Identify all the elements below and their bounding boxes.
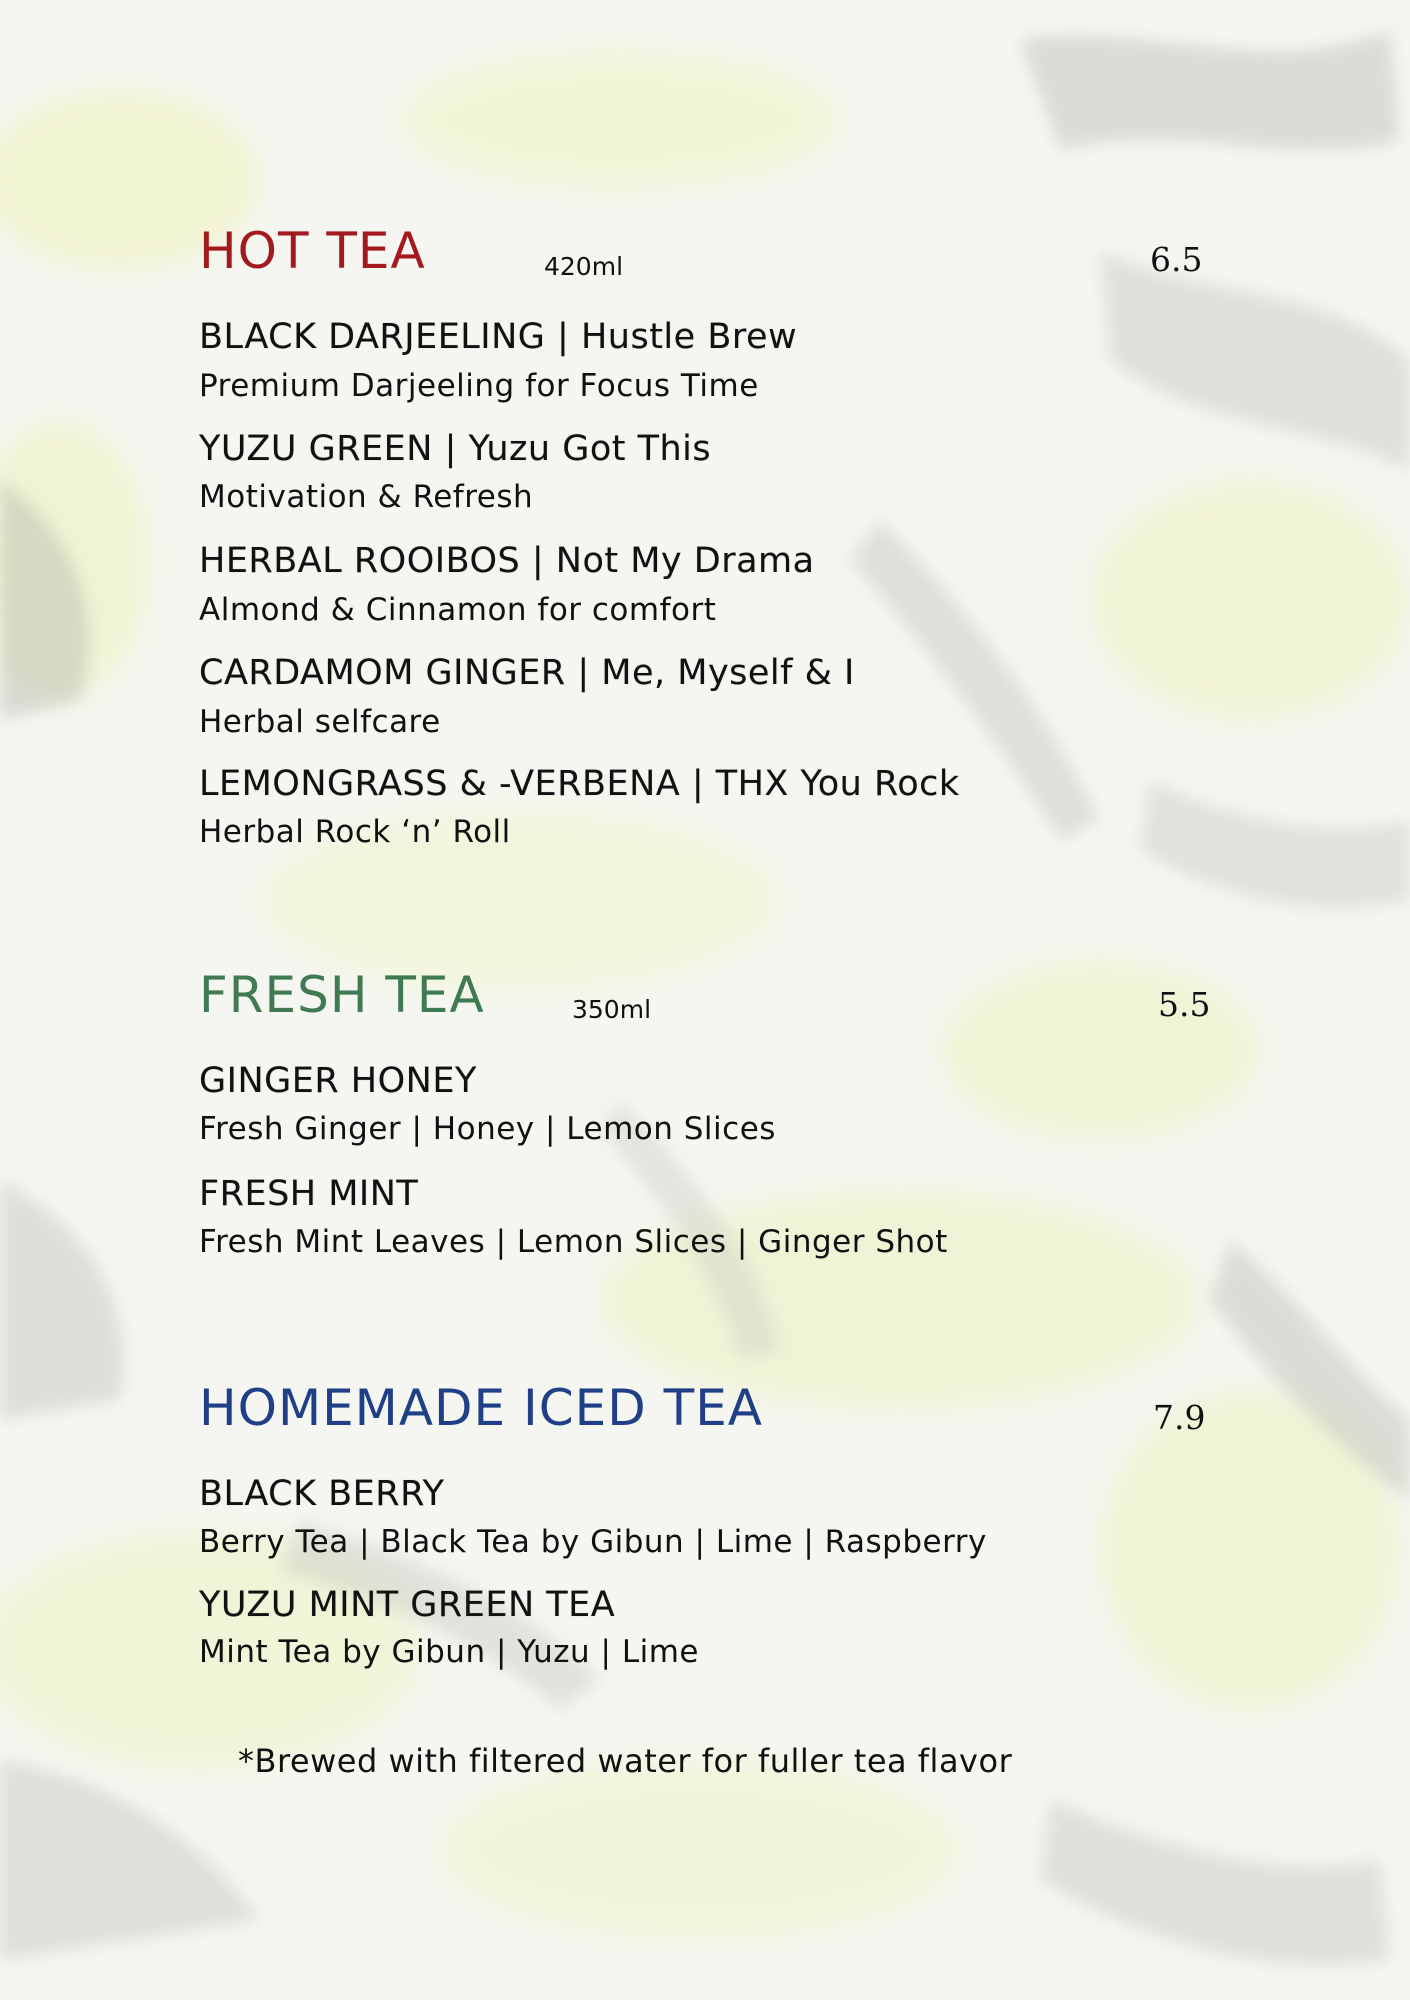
menu-item-name: GINGER HONEY	[199, 1061, 477, 1101]
section-price-fresh-tea: 5.5	[1158, 985, 1211, 1024]
menu-item-name: LEMONGRASS & -VERBENA | THX You Rock	[199, 764, 960, 804]
menu-item-name: HERBAL ROOIBOS | Not My Drama	[199, 541, 815, 581]
menu-item-desc: Fresh Mint Leaves | Lemon Slices | Ginger Shot	[199, 1224, 948, 1260]
menu-item-desc: Premium Darjeeling for Focus Time	[199, 368, 759, 404]
menu-item-name: BLACK DARJEELING | Hustle Brew	[199, 317, 798, 357]
menu-item-desc: Mint Tea by Gibun | Yuzu | Lime	[199, 1634, 699, 1670]
section-title-hot-tea: HOT TEA	[199, 222, 426, 280]
footnote: *Brewed with filtered water for fuller tea flavor	[238, 1742, 1013, 1780]
menu-item-desc: Berry Tea | Black Tea by Gibun | Lime | Raspberry	[199, 1524, 987, 1560]
section-price-iced-tea: 7.9	[1153, 1398, 1206, 1437]
section-price-hot-tea: 6.5	[1150, 240, 1203, 279]
menu-item-desc: Herbal Rock ‘n’ Roll	[199, 814, 511, 850]
section-title-iced-tea: HOMEMADE ICED TEA	[199, 1379, 763, 1437]
section-volume-fresh-tea: 350ml	[572, 995, 652, 1024]
menu-item-desc: Fresh Ginger | Honey | Lemon Slices	[199, 1111, 776, 1147]
menu-item-name: FRESH MINT	[199, 1174, 419, 1214]
menu-item-name: CARDAMOM GINGER | Me, Myself & I	[199, 653, 855, 693]
menu-item-desc: Almond & Cinnamon for comfort	[199, 592, 717, 628]
menu-item-desc: Herbal selfcare	[199, 704, 441, 740]
menu-item-name: YUZU MINT GREEN TEA	[199, 1585, 616, 1625]
menu-item-desc: Motivation & Refresh	[199, 479, 534, 515]
section-title-fresh-tea: FRESH TEA	[199, 966, 485, 1024]
menu-item-name: BLACK BERRY	[199, 1474, 445, 1514]
section-volume-hot-tea: 420ml	[544, 252, 624, 281]
menu-item-name: YUZU GREEN | Yuzu Got This	[199, 429, 712, 469]
